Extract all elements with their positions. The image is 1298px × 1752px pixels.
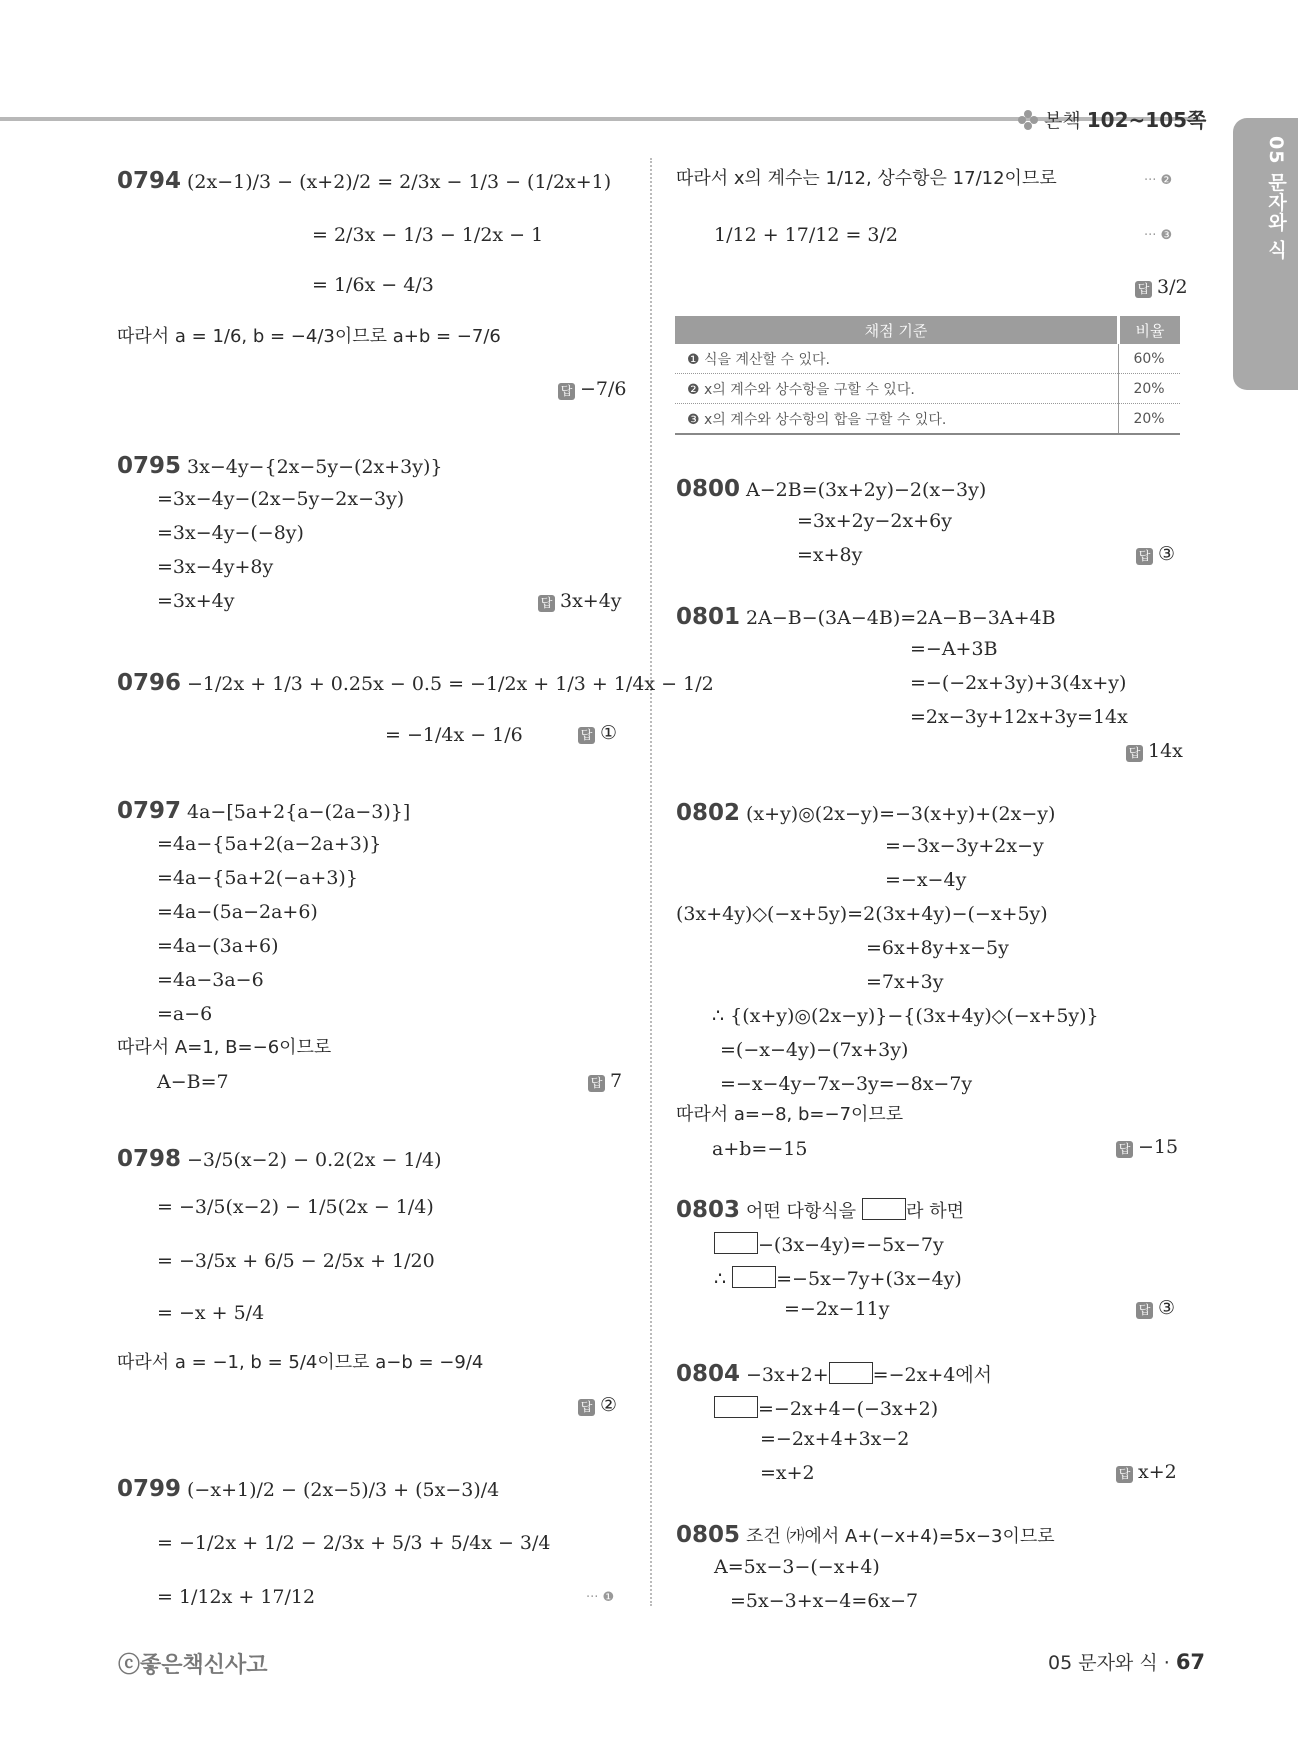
publisher-logo: ⓒ좋은책신사고	[118, 1653, 268, 1678]
conclusion-line: 따라서 a = 1/6, b = −4/3이므로 a+b = −7/6	[117, 326, 501, 347]
grading-header	[675, 316, 1180, 344]
equation-line: =−2x+4+3x−2	[760, 1428, 910, 1450]
equation-line: 4a−[5a+2{a−(2a−3)}]	[187, 801, 411, 823]
equation-line: =3x−4y−(−8y)	[157, 522, 304, 544]
equation-line: 1/12 + 17/12 = 3/2	[714, 224, 898, 246]
answer-value: x+2	[1138, 1461, 1177, 1483]
equation-line: =3x+4y	[157, 590, 235, 612]
book-ref-label: 본책	[1044, 110, 1081, 132]
problem-0805	[676, 1524, 1055, 1547]
equation-line: = −x + 5/4	[157, 1302, 265, 1324]
answer	[538, 590, 622, 612]
answer-icon: 답	[538, 595, 555, 612]
equation-line: 3x−4y−{2x−5y−(2x+3y)}	[187, 456, 443, 478]
equation-line: 어떤 다항식을	[746, 1201, 857, 1222]
answer	[1136, 1297, 1175, 1319]
answer-value: 14x	[1148, 740, 1183, 762]
problem-number: 0799	[117, 1476, 182, 1502]
criterion-cell: ❷ x의 계수와 상수항을 구할 수 있다.	[675, 374, 1119, 404]
step-marker: ··· ❶	[586, 1590, 615, 1605]
equation-line: =−x−4y	[885, 869, 967, 891]
problem-number: 0797	[117, 798, 182, 824]
equation-line: = −3/5(x−2) − 1/5(2x − 1/4)	[157, 1196, 434, 1218]
side-tab-label: 05 문자와 식	[1265, 136, 1287, 260]
problem-0799	[117, 1478, 499, 1501]
equation-line: ∴ {(x+y)◎(2x−y)}−{(3x+4y)◇(−x+5y)}	[712, 1005, 1099, 1027]
answer-icon: 답	[1136, 548, 1153, 565]
problem-0794	[117, 170, 611, 193]
equation-row	[714, 1396, 938, 1419]
equation-row	[714, 1266, 962, 1289]
equation-line: =4a−{5a+2(a−2a+3)}	[157, 833, 382, 855]
footer-chapter: 05 문자와 식 ·	[1048, 1652, 1170, 1674]
equation-line: = 1/6x − 4/3	[312, 274, 434, 296]
ratio-cell: 20%	[1119, 404, 1181, 435]
answer-value: 7	[610, 1070, 623, 1092]
equation-line: =7x+3y	[866, 971, 944, 993]
equation-line: ∴	[714, 1268, 727, 1290]
page-number: 67	[1175, 1650, 1206, 1674]
equation-line: 2A−B−(3A−4B)=2A−B−3A+4B	[746, 607, 1056, 629]
conclusion-line: 따라서 a = −1, b = 5/4이므로 a−b = −9/4	[117, 1352, 484, 1373]
continuation-line: 따라서 x의 계수는 1/12, 상수항은 17/12이므로	[676, 168, 1057, 189]
equation-line: A−B=7	[157, 1071, 229, 1093]
answer	[558, 378, 627, 400]
equation-line: = 2/3x − 1/3 − 1/2x − 1	[312, 224, 544, 246]
equation-line: −(3x−4y)=−5x−7y	[758, 1234, 944, 1256]
equation-line: 조건 ㈎에서 A+(−x+4)=5x−3이므로	[746, 1526, 1055, 1547]
conclusion-line: 따라서 A=1, B=−6이므로	[117, 1037, 332, 1058]
problem-number: 0802	[676, 800, 741, 826]
answer	[588, 1070, 622, 1092]
problem-0803	[676, 1198, 964, 1222]
answer-value: 3x+4y	[560, 590, 622, 612]
answer-icon: 답	[1135, 281, 1152, 298]
answer-value: ②	[600, 1394, 618, 1416]
problem-number: 0803	[676, 1197, 741, 1223]
answer-value: −7/6	[580, 378, 627, 400]
answer	[578, 1394, 617, 1416]
answer-icon: 답	[578, 727, 595, 744]
grading-row	[675, 344, 1180, 374]
equation-line: −3/5(x−2) − 0.2(2x − 1/4)	[187, 1149, 442, 1171]
answer	[1116, 1136, 1178, 1158]
problem-0800	[676, 478, 986, 501]
answer-value: −15	[1138, 1136, 1179, 1158]
criterion-cell: ❸ x의 계수와 상수항의 합을 구할 수 있다.	[675, 404, 1119, 435]
equation-line: =−2x−11y	[784, 1298, 890, 1320]
answer-value: ③	[1158, 543, 1176, 565]
answer-icon: 답	[1116, 1141, 1133, 1158]
answer-value: ③	[1158, 1297, 1176, 1319]
answer	[1136, 543, 1175, 565]
problem-0801	[676, 606, 1056, 629]
answer	[1126, 740, 1183, 762]
page-footer	[1048, 1648, 1205, 1675]
blank-box	[714, 1396, 758, 1418]
problem-number: 0800	[676, 476, 741, 502]
problem-0795	[117, 455, 443, 478]
problem-number: 0801	[676, 604, 741, 630]
problem-number: 0794	[117, 168, 182, 194]
equation-line: (2x−1)/3 − (x+2)/2 = 2/3x − 1/3 − (1/2x+1)	[187, 171, 612, 193]
equation-line: = −1/4x − 1/6	[385, 724, 523, 746]
answer-icon: 답	[1136, 1302, 1153, 1319]
problem-0797	[117, 800, 410, 823]
problem-number: 0798	[117, 1146, 182, 1172]
problem-0798	[117, 1148, 441, 1171]
equation-line: = 1/12x + 17/12	[157, 1586, 316, 1608]
blank-box	[714, 1232, 758, 1254]
problem-number: 0796	[117, 670, 182, 696]
equation-line: =6x+8y+x−5y	[866, 937, 1009, 959]
problem-number: 0805	[676, 1522, 741, 1548]
answer-value: ①	[600, 722, 618, 744]
answer	[1135, 276, 1188, 298]
conclusion-line: 따라서 a=−8, b=−7이므로	[676, 1104, 904, 1125]
grading-table	[675, 316, 1180, 435]
book-reference	[1018, 104, 1206, 133]
ratio-cell: 60%	[1119, 344, 1181, 374]
problem-0804	[676, 1362, 992, 1386]
problem-0802	[676, 802, 1055, 825]
equation-line: =x+8y	[797, 544, 863, 566]
equation-line: =5x−3+x−4=6x−7	[730, 1590, 919, 1612]
step-marker: ··· ❷	[1144, 173, 1173, 188]
answer-icon: 답	[588, 1075, 605, 1092]
equation-line: =4a−(5a−2a+6)	[157, 901, 318, 923]
answer	[1116, 1461, 1177, 1483]
equation-line: =−2x+4에서	[872, 1364, 993, 1386]
equation-line: =3x−4y−(2x−5y−2x−3y)	[157, 488, 405, 510]
equation-line: =−2x+4−(−3x+2)	[758, 1398, 939, 1420]
step-marker: ··· ❸	[1144, 228, 1173, 243]
equation-line: =−A+3B	[910, 638, 998, 660]
equation-line: =3x−4y+8y	[157, 556, 274, 578]
equation-line: A=5x−3−(−x+4)	[714, 1556, 880, 1578]
grading-row	[675, 404, 1180, 435]
problem-number: 0804	[676, 1361, 741, 1387]
ratio-cell: 20%	[1119, 374, 1181, 404]
blank-box	[829, 1362, 873, 1384]
equation-line: (3x+4y)◇(−x+5y)=2(3x+4y)−(−x+5y)	[676, 903, 1048, 925]
equation-line: −3x+2+	[746, 1364, 829, 1386]
equation-line: =x+2	[760, 1462, 815, 1484]
blank-box	[732, 1266, 776, 1288]
blank-box	[862, 1198, 906, 1220]
answer-icon: 답	[558, 383, 575, 400]
equation-line: =−3x−3y+2x−y	[885, 835, 1044, 857]
equation-line: =−5x−7y+(3x−4y)	[776, 1268, 962, 1290]
problem-0796	[117, 672, 714, 695]
equation-line: =4a−3a−6	[157, 969, 264, 991]
equation-line: = −3/5x + 6/5 − 2/5x + 1/20	[157, 1250, 435, 1272]
grading-row	[675, 374, 1180, 404]
ratio-header: 비율	[1119, 316, 1181, 344]
equation-line: =3x+2y−2x+6y	[797, 510, 952, 532]
equation-row	[714, 1232, 944, 1255]
criterion-header: 채점 기준	[675, 316, 1119, 344]
equation-line: =a−6	[157, 1003, 213, 1025]
equation-line: a+b=−15	[712, 1138, 808, 1160]
book-ref-pages: 102~105쪽	[1086, 108, 1207, 132]
equation-line: A−2B=(3x+2y)−2(x−3y)	[746, 479, 987, 501]
flower-icon	[1018, 110, 1038, 130]
equation-line: = −1/2x + 1/2 − 2/3x + 5/3 + 5/4x − 3/4	[157, 1532, 551, 1554]
equation-line: =2x−3y+12x+3y=14x	[910, 706, 1128, 728]
equation-line: =−(−2x+3y)+3(4x+y)	[910, 672, 1127, 694]
answer-icon: 답	[1126, 745, 1143, 762]
equation-line: =4a−(3a+6)	[157, 935, 279, 957]
equation-line: (−x+1)/2 − (2x−5)/3 + (5x−3)/4	[187, 1479, 500, 1501]
equation-line: =−x−4y−7x−3y=−8x−7y	[720, 1073, 973, 1095]
criterion-cell: ❶ 식을 계산할 수 있다.	[675, 344, 1119, 374]
equation-line: =4a−{5a+2(−a+3)}	[157, 867, 358, 889]
column-divider	[650, 158, 652, 1606]
equation-line: (x+y)◎(2x−y)=−3(x+y)+(2x−y)	[746, 803, 1056, 825]
equation-line: 라 하면	[906, 1201, 965, 1222]
problem-number: 0795	[117, 453, 182, 479]
equation-line: −1/2x + 1/3 + 0.25x − 0.5 = −1/2x + 1/3 + 1/4x − 1/2	[187, 673, 714, 695]
answer	[578, 722, 617, 744]
answer-icon: 답	[578, 1399, 595, 1416]
chapter-side-tab[interactable]	[1233, 118, 1298, 390]
equation-line: =(−x−4y)−(7x+3y)	[720, 1039, 909, 1061]
answer-value: 3/2	[1157, 276, 1188, 298]
answer-icon: 답	[1116, 1466, 1133, 1483]
